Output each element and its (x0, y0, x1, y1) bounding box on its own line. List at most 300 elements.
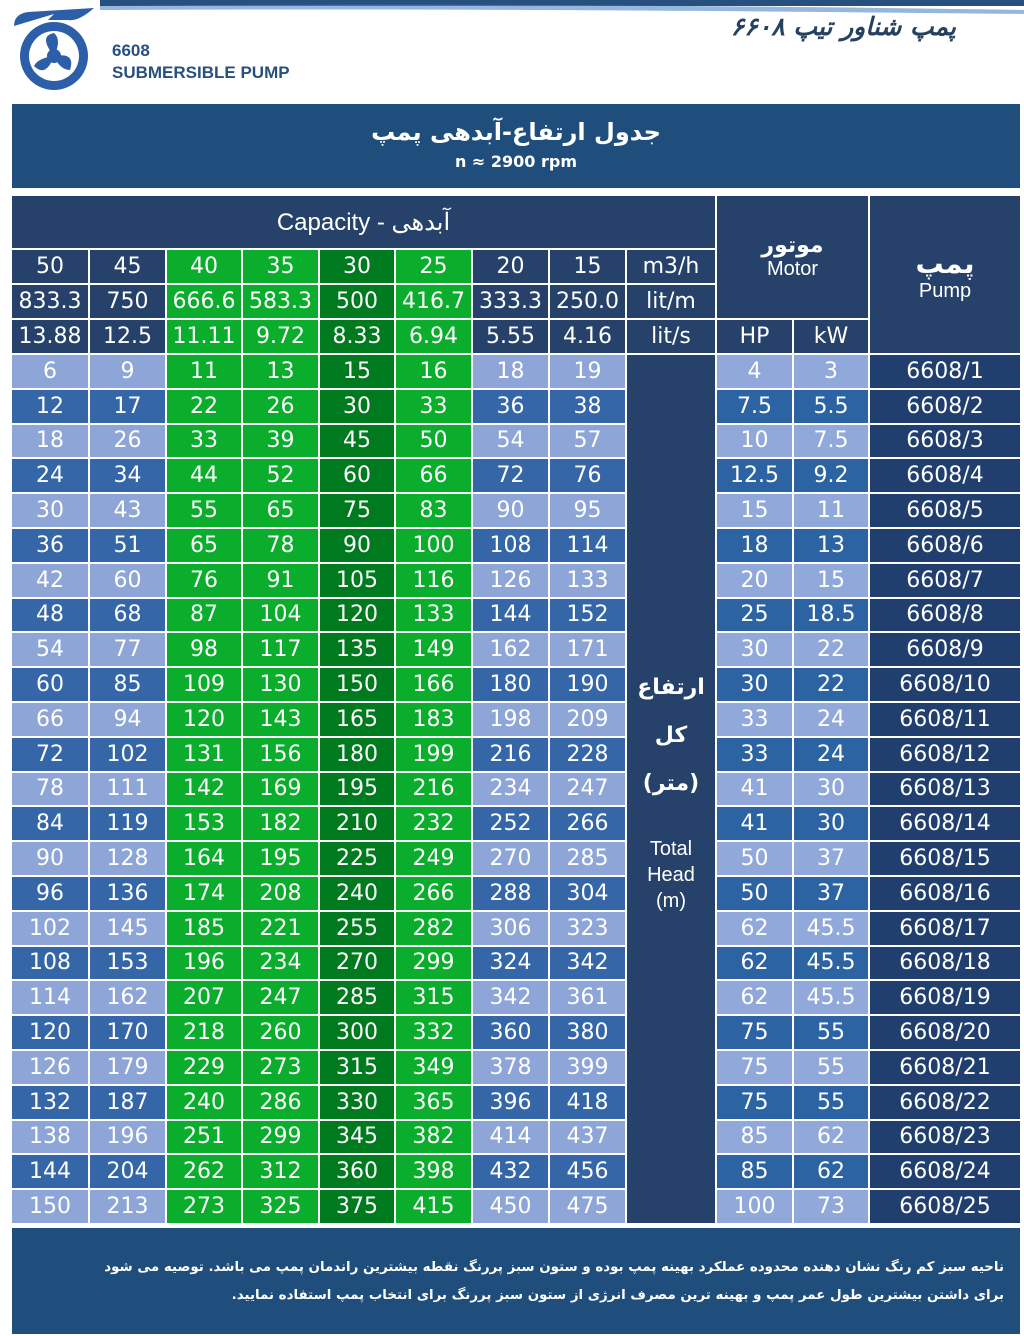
flow-lits-cell: 13.88 (12, 320, 88, 353)
pump-model-cell: 6608/9 (870, 633, 1020, 666)
head-value-cell: 324 (473, 947, 548, 980)
head-value-cell: 323 (550, 912, 625, 945)
motor-header (717, 196, 868, 318)
head-value-cell: 240 (167, 1086, 241, 1119)
table-title: جدول ارتفاع-آبدهی پمپ (371, 118, 661, 146)
motor-hp-cell: 15 (717, 494, 792, 527)
head-value-cell: 304 (550, 877, 625, 910)
head-value-cell: 76 (550, 459, 625, 492)
footer-line-1: ناحیه سبز کم رنگ نشان دهنده محدوده عملکرد بهینه پمپ بوده و ستون سبز پررنگ نقطه بیشترین راندمان پمپ می باشد. توصیه می شود (104, 1260, 1004, 1275)
head-value-cell: 26 (243, 390, 318, 423)
head-value-cell: 456 (550, 1155, 625, 1188)
pump-model-cell: 6608/17 (870, 912, 1020, 945)
head-value-cell: 78 (243, 529, 318, 562)
motor-kw-cell: 11 (794, 494, 868, 527)
motor-hp-cell: 75 (717, 1051, 792, 1084)
head-value-cell: 72 (473, 459, 548, 492)
motor-kw-cell: 22 (794, 633, 868, 666)
pump-model-cell: 6608/13 (870, 773, 1020, 806)
head-value-cell: 39 (243, 425, 318, 458)
head-value-cell: 105 (320, 564, 394, 597)
motor-hp-cell: 62 (717, 981, 792, 1014)
head-value-cell: 144 (12, 1155, 88, 1188)
head-value-cell: 153 (90, 947, 165, 980)
pump-model-cell: 6608/1 (870, 355, 1020, 388)
head-value-cell: 342 (550, 947, 625, 980)
head-value-cell: 11 (167, 355, 241, 388)
flow-litm-cell: 583.3 (243, 285, 318, 318)
head-value-cell: 77 (90, 633, 165, 666)
motor-kw-cell: 9.2 (794, 459, 868, 492)
head-value-cell: 282 (396, 912, 471, 945)
head-value-cell: 108 (473, 529, 548, 562)
head-value-cell: 332 (396, 1016, 471, 1049)
head-value-cell: 51 (90, 529, 165, 562)
head-value-cell: 38 (550, 390, 625, 423)
total-head-label (627, 355, 715, 1223)
motor-hp-cell: 62 (717, 947, 792, 980)
flow-m3h-cell: 20 (473, 250, 548, 283)
head-value-cell: 225 (320, 842, 394, 875)
pump-model-cell: 6608/18 (870, 947, 1020, 980)
head-value-cell: 171 (550, 633, 625, 666)
head-value-cell: 13 (243, 355, 318, 388)
head-value-cell: 111 (90, 773, 165, 806)
head-value-cell: 16 (396, 355, 471, 388)
head-value-cell: 150 (12, 1190, 88, 1223)
head-value-cell: 399 (550, 1051, 625, 1084)
head-value-cell: 144 (473, 599, 548, 632)
head-value-cell: 18 (12, 425, 88, 458)
head-value-cell: 273 (243, 1051, 318, 1084)
motor-hp-cell: 4 (717, 355, 792, 388)
head-value-cell: 138 (12, 1121, 88, 1154)
head-value-cell: 90 (320, 529, 394, 562)
head-value-cell: 24 (12, 459, 88, 492)
motor-hp-cell: 10 (717, 425, 792, 458)
head-value-cell: 55 (167, 494, 241, 527)
head-value-cell: 312 (243, 1155, 318, 1188)
motor-kw-cell: 45.5 (794, 912, 868, 945)
head-value-cell: 196 (90, 1121, 165, 1154)
pump-model-cell: 6608/25 (870, 1190, 1020, 1223)
head-value-cell: 85 (90, 668, 165, 701)
head-value-cell: 195 (243, 842, 318, 875)
speed-label: n ≈ 2900 rpm (454, 152, 578, 171)
head-value-cell: 285 (550, 842, 625, 875)
head-value-cell: 33 (396, 390, 471, 423)
head-value-cell: 65 (167, 529, 241, 562)
motor-kw-cell: 15 (794, 564, 868, 597)
head-value-cell: 33 (167, 425, 241, 458)
motor-kw-cell: 37 (794, 877, 868, 910)
total-head-label-en: Total Head (m) (647, 838, 695, 912)
head-value-cell: 66 (12, 703, 88, 736)
head-value-cell: 48 (12, 599, 88, 632)
head-value-cell: 128 (90, 842, 165, 875)
table-banner (12, 104, 1020, 188)
head-value-cell: 104 (243, 599, 318, 632)
head-value-cell: 196 (167, 947, 241, 980)
head-value-cell: 60 (320, 459, 394, 492)
motor-kw-cell: 22 (794, 668, 868, 701)
unit-lits-label: lit/s (627, 320, 715, 353)
motor-hp-cell: 41 (717, 807, 792, 840)
motor-label-fa: موتور (761, 233, 824, 258)
head-value-cell: 198 (473, 703, 548, 736)
head-value-cell: 360 (320, 1155, 394, 1188)
head-value-cell: 114 (550, 529, 625, 562)
head-value-cell: 120 (167, 703, 241, 736)
flow-litm-cell: 500 (320, 285, 394, 318)
pump-model-cell: 6608/19 (870, 981, 1020, 1014)
head-value-cell: 109 (167, 668, 241, 701)
head-value-cell: 95 (550, 494, 625, 527)
head-value-cell: 234 (473, 773, 548, 806)
flow-lits-cell: 6.94 (396, 320, 471, 353)
head-value-cell: 315 (320, 1051, 394, 1084)
head-value-cell: 131 (167, 738, 241, 771)
company-logo-icon (8, 6, 100, 96)
motor-kw-cell: 62 (794, 1121, 868, 1154)
pump-model-cell: 6608/12 (870, 738, 1020, 771)
head-value-cell: 325 (243, 1190, 318, 1223)
pump-model-cell: 6608/14 (870, 807, 1020, 840)
motor-hp-cell: 100 (717, 1190, 792, 1223)
head-value-cell: 247 (243, 981, 318, 1014)
head-value-cell: 315 (396, 981, 471, 1014)
head-value-cell: 187 (90, 1086, 165, 1119)
head-value-cell: 44 (167, 459, 241, 492)
motor-kw-cell: 13 (794, 529, 868, 562)
head-value-cell: 57 (550, 425, 625, 458)
flow-litm-cell: 250.0 (550, 285, 625, 318)
flow-litm-cell: 333.3 (473, 285, 548, 318)
footer-line-2: برای داشتن بیشترین طول عمر پمپ و بهینه ترین مصرف انرژی از ستون سبز پررنگ برای انتخاب پمپ استفاده نمایید. (231, 1288, 1004, 1303)
head-value-cell: 365 (396, 1086, 471, 1119)
motor-hp-cell: 30 (717, 668, 792, 701)
head-value-cell: 398 (396, 1155, 471, 1188)
head-value-cell: 255 (320, 912, 394, 945)
head-value-cell: 149 (396, 633, 471, 666)
head-value-cell: 266 (396, 877, 471, 910)
flow-litm-cell: 833.3 (12, 285, 88, 318)
head-value-cell: 60 (90, 564, 165, 597)
head-value-cell: 36 (12, 529, 88, 562)
flow-m3h-cell: 50 (12, 250, 88, 283)
motor-hp-cell: 85 (717, 1121, 792, 1154)
motor-label-en: Motor (766, 258, 819, 280)
hp-label: HP (717, 320, 792, 353)
head-value-cell: 437 (550, 1121, 625, 1154)
head-value-cell: 169 (243, 773, 318, 806)
head-value-cell: 22 (167, 390, 241, 423)
pump-model-cell: 6608/7 (870, 564, 1020, 597)
pump-label-en: Pump (918, 279, 972, 302)
head-value-cell: 156 (243, 738, 318, 771)
head-value-cell: 288 (473, 877, 548, 910)
motor-kw-cell: 30 (794, 773, 868, 806)
head-value-cell: 247 (550, 773, 625, 806)
head-value-cell: 12 (12, 390, 88, 423)
pump-model-cell: 6608/10 (870, 668, 1020, 701)
total-head-label-fa: ارتفاع کل (متر) (637, 675, 705, 796)
head-value-cell: 229 (167, 1051, 241, 1084)
head-value-cell: 300 (320, 1016, 394, 1049)
motor-kw-cell: 18.5 (794, 599, 868, 632)
motor-hp-cell: 33 (717, 738, 792, 771)
head-value-cell: 68 (90, 599, 165, 632)
head-value-cell: 432 (473, 1155, 548, 1188)
pump-model-cell: 6608/5 (870, 494, 1020, 527)
head-value-cell: 65 (243, 494, 318, 527)
head-value-cell: 249 (396, 842, 471, 875)
motor-hp-cell: 25 (717, 599, 792, 632)
head-value-cell: 87 (167, 599, 241, 632)
head-value-cell: 90 (12, 842, 88, 875)
head-value-cell: 170 (90, 1016, 165, 1049)
head-value-cell: 330 (320, 1086, 394, 1119)
head-value-cell: 299 (396, 947, 471, 980)
page-header (0, 0, 1024, 100)
flow-litm-cell: 666.6 (167, 285, 241, 318)
footer-note (12, 1228, 1020, 1334)
head-value-cell: 84 (12, 807, 88, 840)
motor-kw-cell: 7.5 (794, 425, 868, 458)
head-value-cell: 130 (243, 668, 318, 701)
head-value-cell: 262 (167, 1155, 241, 1188)
head-value-cell: 76 (167, 564, 241, 597)
head-value-cell: 54 (12, 633, 88, 666)
pump-label-fa: پمپ (915, 246, 975, 280)
head-value-cell: 361 (550, 981, 625, 1014)
head-value-cell: 228 (550, 738, 625, 771)
head-value-cell: 26 (90, 425, 165, 458)
motor-kw-cell: 24 (794, 738, 868, 771)
pump-model-cell: 6608/22 (870, 1086, 1020, 1119)
head-value-cell: 286 (243, 1086, 318, 1119)
head-value-cell: 90 (473, 494, 548, 527)
head-value-cell: 207 (167, 981, 241, 1014)
pump-model-cell: 6608/3 (870, 425, 1020, 458)
head-value-cell: 180 (473, 668, 548, 701)
head-value-cell: 91 (243, 564, 318, 597)
head-value-cell: 119 (90, 807, 165, 840)
flow-lits-cell: 9.72 (243, 320, 318, 353)
head-value-cell: 43 (90, 494, 165, 527)
head-value-cell: 54 (473, 425, 548, 458)
head-value-cell: 285 (320, 981, 394, 1014)
motor-hp-cell: 33 (717, 703, 792, 736)
head-value-cell: 114 (12, 981, 88, 1014)
head-value-cell: 418 (550, 1086, 625, 1119)
head-value-cell: 17 (90, 390, 165, 423)
head-value-cell: 165 (320, 703, 394, 736)
unit-m3h-label: m3/h (627, 250, 715, 283)
flow-m3h-cell: 15 (550, 250, 625, 283)
head-value-cell: 34 (90, 459, 165, 492)
head-value-cell: 153 (167, 807, 241, 840)
motor-kw-cell: 5.5 (794, 390, 868, 423)
head-value-cell: 414 (473, 1121, 548, 1154)
head-value-cell: 9 (90, 355, 165, 388)
head-value-cell: 136 (90, 877, 165, 910)
pump-model-cell: 6608/4 (870, 459, 1020, 492)
kw-label: kW (794, 320, 868, 353)
head-value-cell: 450 (473, 1190, 548, 1223)
head-value-cell: 266 (550, 807, 625, 840)
head-value-cell: 174 (167, 877, 241, 910)
motor-kw-cell: 62 (794, 1155, 868, 1188)
head-value-cell: 72 (12, 738, 88, 771)
flow-lits-cell: 4.16 (550, 320, 625, 353)
head-value-cell: 66 (396, 459, 471, 492)
head-value-cell: 96 (12, 877, 88, 910)
pump-model-cell: 6608/24 (870, 1155, 1020, 1188)
motor-kw-cell: 73 (794, 1190, 868, 1223)
head-value-cell: 94 (90, 703, 165, 736)
motor-kw-cell: 45.5 (794, 947, 868, 980)
head-value-cell: 120 (320, 599, 394, 632)
head-value-cell: 270 (473, 842, 548, 875)
head-value-cell: 251 (167, 1121, 241, 1154)
head-value-cell: 60 (12, 668, 88, 701)
head-value-cell: 164 (167, 842, 241, 875)
head-value-cell: 126 (12, 1051, 88, 1084)
flow-litm-cell: 416.7 (396, 285, 471, 318)
head-value-cell: 199 (396, 738, 471, 771)
motor-kw-cell: 30 (794, 807, 868, 840)
motor-hp-cell: 41 (717, 773, 792, 806)
head-value-cell: 375 (320, 1190, 394, 1223)
motor-hp-cell: 18 (717, 529, 792, 562)
flow-lits-cell: 11.11 (167, 320, 241, 353)
head-value-cell: 15 (320, 355, 394, 388)
head-value-cell: 19 (550, 355, 625, 388)
head-value-cell: 240 (320, 877, 394, 910)
head-value-cell: 306 (473, 912, 548, 945)
head-value-cell: 30 (320, 390, 394, 423)
flow-lits-cell: 8.33 (320, 320, 394, 353)
head-value-cell: 232 (396, 807, 471, 840)
head-value-cell: 45 (320, 425, 394, 458)
head-value-cell: 182 (243, 807, 318, 840)
flow-m3h-cell: 40 (167, 250, 241, 283)
head-value-cell: 162 (473, 633, 548, 666)
head-value-cell: 349 (396, 1051, 471, 1084)
head-value-cell: 378 (473, 1051, 548, 1084)
flow-m3h-cell: 25 (396, 250, 471, 283)
head-value-cell: 78 (12, 773, 88, 806)
pump-model-cell: 6608/16 (870, 877, 1020, 910)
motor-hp-cell: 62 (717, 912, 792, 945)
head-value-cell: 102 (90, 738, 165, 771)
head-value-cell: 52 (243, 459, 318, 492)
head-value-cell: 133 (396, 599, 471, 632)
head-value-cell: 102 (12, 912, 88, 945)
head-value-cell: 209 (550, 703, 625, 736)
pump-model-cell: 6608/11 (870, 703, 1020, 736)
head-value-cell: 116 (396, 564, 471, 597)
head-value-cell: 135 (320, 633, 394, 666)
head-value-cell: 152 (550, 599, 625, 632)
head-value-cell: 218 (167, 1016, 241, 1049)
pump-model-cell: 6608/21 (870, 1051, 1020, 1084)
motor-kw-cell: 45.5 (794, 981, 868, 1014)
head-value-cell: 143 (243, 703, 318, 736)
head-value-cell: 270 (320, 947, 394, 980)
motor-kw-cell: 3 (794, 355, 868, 388)
head-value-cell: 120 (12, 1016, 88, 1049)
head-value-cell: 50 (396, 425, 471, 458)
head-value-cell: 108 (12, 947, 88, 980)
head-value-cell: 234 (243, 947, 318, 980)
head-value-cell: 180 (320, 738, 394, 771)
motor-kw-cell: 37 (794, 842, 868, 875)
motor-kw-cell: 55 (794, 1016, 868, 1049)
motor-hp-cell: 30 (717, 633, 792, 666)
head-value-cell: 208 (243, 877, 318, 910)
head-value-cell: 117 (243, 633, 318, 666)
flow-lits-cell: 12.5 (90, 320, 165, 353)
head-value-cell: 299 (243, 1121, 318, 1154)
motor-hp-cell: 20 (717, 564, 792, 597)
pump-header (870, 196, 1020, 353)
head-value-cell: 273 (167, 1190, 241, 1223)
head-value-cell: 475 (550, 1190, 625, 1223)
head-value-cell: 216 (396, 773, 471, 806)
head-value-cell: 260 (243, 1016, 318, 1049)
flow-m3h-cell: 30 (320, 250, 394, 283)
pump-model-cell: 6608/2 (870, 390, 1020, 423)
head-value-cell: 36 (473, 390, 548, 423)
motor-hp-cell: 75 (717, 1086, 792, 1119)
head-value-cell: 345 (320, 1121, 394, 1154)
pump-model-cell: 6608/6 (870, 529, 1020, 562)
head-value-cell: 252 (473, 807, 548, 840)
head-value-cell: 132 (12, 1086, 88, 1119)
flow-m3h-cell: 45 (90, 250, 165, 283)
head-value-cell: 42 (12, 564, 88, 597)
head-value-cell: 183 (396, 703, 471, 736)
head-value-cell: 204 (90, 1155, 165, 1188)
head-value-cell: 100 (396, 529, 471, 562)
head-value-cell: 210 (320, 807, 394, 840)
head-value-cell: 213 (90, 1190, 165, 1223)
head-value-cell: 190 (550, 668, 625, 701)
page-title: پمپ شناور تیپ ۶۶۰۸ (730, 12, 956, 41)
head-value-cell: 382 (396, 1121, 471, 1154)
motor-kw-cell: 55 (794, 1086, 868, 1119)
head-value-cell: 18 (473, 355, 548, 388)
head-value-cell: 145 (90, 912, 165, 945)
model-label: 6608 SUBMERSIBLE PUMP (112, 41, 290, 82)
head-value-cell: 133 (550, 564, 625, 597)
head-value-cell: 396 (473, 1086, 548, 1119)
head-value-cell: 126 (473, 564, 548, 597)
motor-hp-cell: 50 (717, 842, 792, 875)
head-value-cell: 221 (243, 912, 318, 945)
head-value-cell: 179 (90, 1051, 165, 1084)
motor-hp-cell: 75 (717, 1016, 792, 1049)
motor-kw-cell: 24 (794, 703, 868, 736)
head-value-cell: 166 (396, 668, 471, 701)
motor-hp-cell: 7.5 (717, 390, 792, 423)
head-value-cell: 342 (473, 981, 548, 1014)
pump-model-cell: 6608/8 (870, 599, 1020, 632)
flow-m3h-cell: 35 (243, 250, 318, 283)
motor-hp-cell: 50 (717, 877, 792, 910)
